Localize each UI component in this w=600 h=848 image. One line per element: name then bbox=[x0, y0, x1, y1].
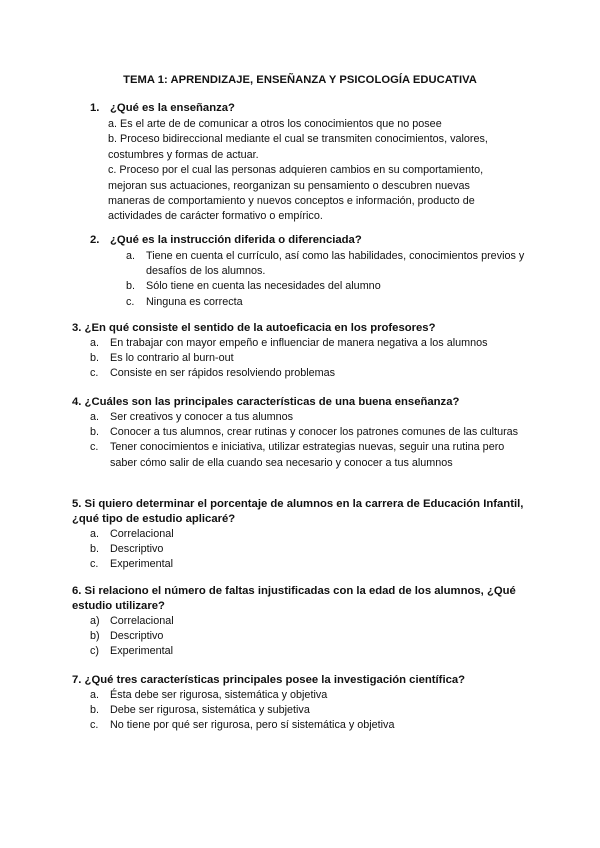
question-3 bbox=[72, 321, 522, 382]
option-marker: b. bbox=[90, 704, 100, 717]
option-marker: a) bbox=[90, 615, 100, 627]
options-list bbox=[90, 614, 532, 660]
option-marker: b. bbox=[126, 280, 136, 293]
page-title: TEMA 1: APRENDIZAJE, ENSEÑANZA Y PSICOLOGÍA EDUCATIVA bbox=[123, 74, 477, 86]
option-marker: a. bbox=[126, 250, 136, 262]
option-item bbox=[126, 295, 530, 310]
option-text: Correlacional bbox=[110, 615, 174, 627]
option-text: Ésta debe ser rigurosa, sistemática y objetiva bbox=[110, 689, 328, 701]
option-marker: a. bbox=[90, 337, 100, 349]
option-text: Descriptivo bbox=[110, 543, 164, 556]
option-item bbox=[126, 249, 530, 279]
option-text: Experimental bbox=[110, 645, 174, 658]
question-6 bbox=[72, 584, 532, 660]
options-list bbox=[90, 336, 522, 382]
option-text: Consiste en ser rápidos resolviendo problemas bbox=[110, 367, 336, 380]
answer-paragraph: a. Es el arte de de comunicar a otros los conocimientos que no posee bbox=[108, 118, 442, 130]
answer-paragraph: c. Proceso por el cual las personas adquieren cambios en su comportamiento, mejoran sus actuaciones, reorganizan su pensamiento o descubren nuevas maneras de comportamiento y nuevos conceptos e información, producto de actividades de carácter formativo o empírico. bbox=[108, 164, 484, 223]
options-list bbox=[90, 410, 522, 471]
option-text: Descriptivo bbox=[110, 630, 164, 643]
option-marker: b. bbox=[90, 543, 100, 556]
question-title: 5. Si quiero determinar el porcentaje de alumnos en la carrera de Educación Infantil, ¿qué tipo de estudio aplicaré? bbox=[72, 498, 524, 525]
question-2 bbox=[90, 233, 530, 310]
question-4 bbox=[72, 395, 522, 471]
question-number: 2. bbox=[90, 234, 100, 246]
option-text: Tener conocimientos e iniciativa, utilizar estrategias nuevas, seguir una rutina pero saber cómo salir de ella cuando sea necesario y conocer a tus alumnos bbox=[110, 441, 505, 469]
option-text: No tiene por qué ser rigurosa, pero sí sistemática y objetiva bbox=[110, 719, 395, 732]
question-7 bbox=[72, 673, 532, 734]
option-text: Conocer a tus alumnos, crear rutinas y conocer los patrones comunes de las culturas bbox=[110, 426, 519, 439]
option-marker: c. bbox=[126, 295, 135, 308]
question-title: 7. ¿Qué tres características principales posee la investigación científica? bbox=[72, 674, 466, 686]
option-text: Es lo contrario al burn-out bbox=[110, 352, 234, 365]
option-item bbox=[90, 366, 522, 381]
option-text: Correlacional bbox=[110, 528, 174, 540]
question-title bbox=[90, 233, 530, 248]
answer-paragraph: b. Proceso bidireccional mediante el cual se transmiten conocimientos, valores, costumbres y formas de actuar. bbox=[108, 133, 488, 161]
question-text: ¿Qué es la enseñanza? bbox=[110, 102, 235, 114]
option-marker: a. bbox=[90, 689, 100, 701]
question-text: ¿Qué es la instrucción diferida o diferenciada? bbox=[110, 234, 362, 246]
option-item bbox=[90, 440, 522, 470]
option-marker: c. bbox=[90, 367, 99, 380]
option-marker: a. bbox=[90, 411, 100, 423]
option-marker: b. bbox=[90, 426, 100, 439]
question-title: 3. ¿En qué consiste el sentido de la autoeficacia en los profesores? bbox=[72, 322, 436, 334]
option-text: Experimental bbox=[110, 558, 174, 571]
option-item bbox=[90, 425, 522, 440]
option-text: Ser creativos y conocer a tus alumnos bbox=[110, 411, 294, 423]
option-item bbox=[90, 629, 532, 644]
option-text: Debe ser rigurosa, sistemática y subjetiva bbox=[110, 704, 310, 717]
option-marker: c. bbox=[90, 441, 99, 454]
option-item bbox=[90, 688, 532, 703]
question-number: 1. bbox=[90, 102, 100, 114]
option-item bbox=[90, 703, 532, 718]
option-marker: a. bbox=[90, 528, 100, 540]
option-text: En trabajar con mayor empeño e influenciar de manera negativa a los alumnos bbox=[110, 337, 488, 349]
option-item bbox=[90, 718, 532, 733]
option-marker: c) bbox=[90, 645, 99, 658]
option-text: Ninguna es correcta bbox=[146, 295, 243, 308]
question-title: 6. Si relaciono el número de faltas injustificadas con la edad de los alumnos, ¿Qué estudio utilizare? bbox=[72, 585, 516, 612]
option-marker: c. bbox=[90, 558, 99, 571]
option-item bbox=[90, 410, 522, 425]
option-item bbox=[90, 557, 532, 572]
option-text: Sólo tiene en cuenta las necesidades del alumno bbox=[146, 280, 381, 293]
option-item bbox=[90, 351, 522, 366]
option-marker: b) bbox=[90, 630, 100, 643]
options-list bbox=[90, 688, 532, 734]
option-item bbox=[90, 644, 532, 659]
options-list bbox=[126, 249, 530, 310]
question-title: 4. ¿Cuáles son las principales características de una buena enseñanza? bbox=[72, 396, 460, 408]
option-item bbox=[90, 527, 532, 542]
question-1 bbox=[90, 101, 510, 225]
options-list bbox=[90, 527, 532, 573]
option-item bbox=[90, 542, 532, 557]
option-marker: b. bbox=[90, 352, 100, 365]
question-title bbox=[90, 101, 510, 116]
question-5 bbox=[72, 497, 532, 573]
option-marker: c. bbox=[90, 719, 99, 732]
option-text: Tiene en cuenta el currículo, así como las habilidades, conocimientos previos y desafíos de los alumnos. bbox=[146, 250, 525, 278]
option-item bbox=[126, 279, 530, 294]
option-item bbox=[90, 336, 522, 351]
option-item bbox=[90, 614, 532, 629]
